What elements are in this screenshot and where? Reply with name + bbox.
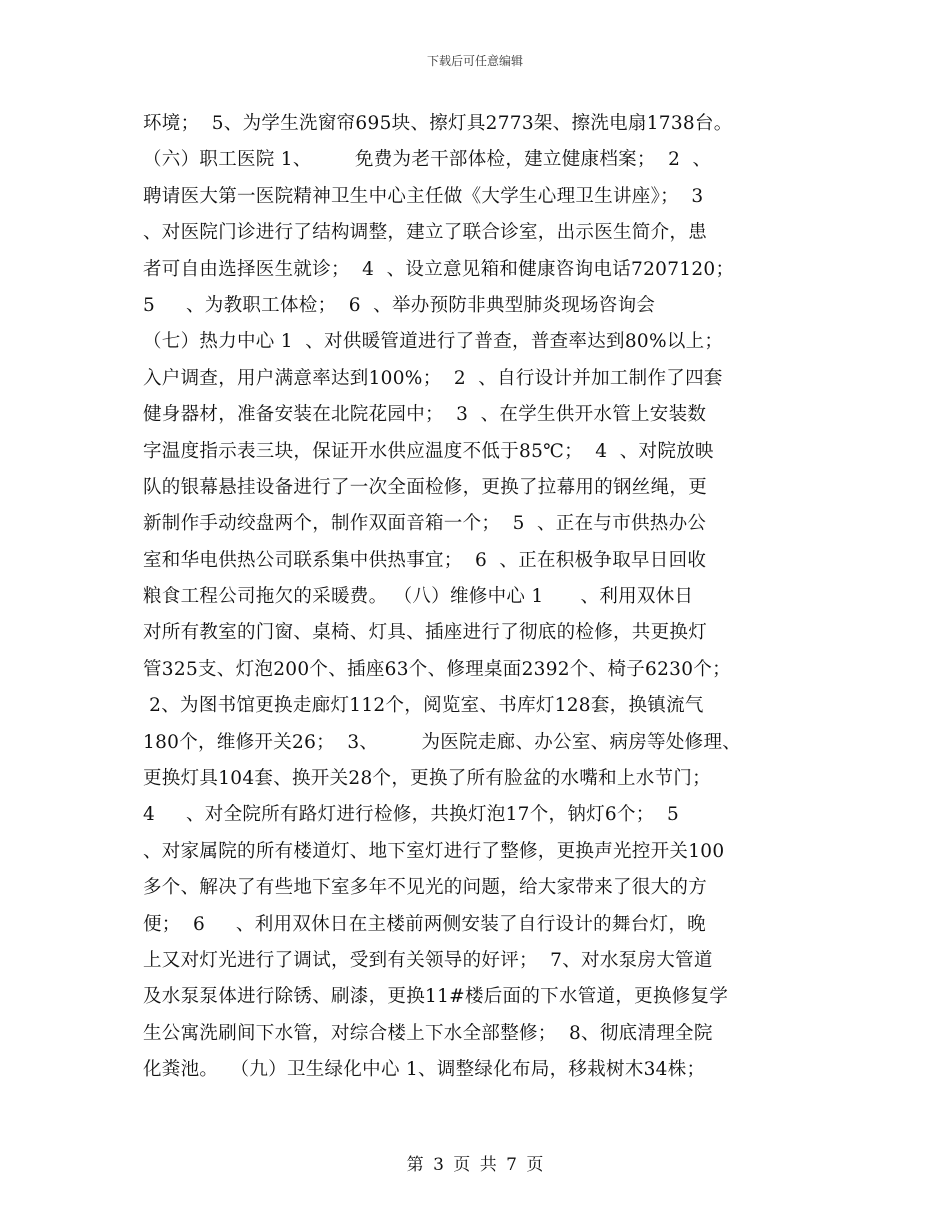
text-line: 室和华电供热公司联系集中供热事宜； 6 、正在积极争取早日回收: [143, 549, 707, 571]
text-line: 对所有教室的门窗、桌椅、灯具、插座进行了彻底的检修，共更换灯: [143, 622, 708, 644]
text-line: 4 、对全院所有路灯进行检修，共换灯泡17个，钠灯6个； 5: [143, 804, 680, 826]
text-line: 生公寓洗刷间下水管，对综合楼上下水全部整修； 8、彻底清理全院: [143, 1022, 713, 1044]
text-line: 者可自由选择医生就诊； 4 、设立意见箱和健康咨询电话7207120；: [143, 258, 735, 280]
text-line: 健身器材，准备安装在北院花园中； 3 、在学生供开水管上安装数: [143, 404, 707, 426]
text-line: 2、为图书馆更换走廊灯112个，阅览室、书库灯128套，换镇流气: [143, 695, 704, 717]
text-line: 上又对灯光进行了调试，受到有关领导的好评； 7、对水泵房大管道: [143, 949, 713, 971]
text-line: 更换灯具104套、换开关28个，更换了所有脸盆的水嘴和上水节门；: [143, 768, 711, 790]
text-line: （六）职工医院 1、 免费为老干部体检，建立健康档案； 2 、: [143, 149, 712, 171]
page-number-footer: 第 3 页 共 7 页: [406, 1155, 544, 1175]
document-body: [143, 106, 813, 1089]
text-line: 180个，维修开关26； 3、 为医院走廊、办公室、病房等处修理、: [143, 731, 742, 753]
text-line: 5 、为教职工体检； 6 、举办预防非典型肺炎现场咨询会: [143, 294, 656, 316]
text-line: 、对医院门诊进行了结构调整，建立了联合诊室，出示医生简介，患: [143, 222, 708, 244]
text-line: 便； 6 、利用双休日在主楼前两侧安装了自行设计的舞台灯，晚: [143, 913, 706, 935]
text-line: 字温度指示表三块，保证开水供应温度不低于85℃； 4 、对院放映: [143, 440, 714, 462]
text-line: （七）热力中心 1 、对供暖管道进行了普查，普查率达到80%以上；: [143, 331, 724, 353]
text-line: 入户调查，用户满意率达到100%； 2 、自行设计并加工制作了四套: [143, 367, 723, 389]
text-line: 及水泵泵体进行除锈、刷漆，更换11#楼后面的下水管道，更换修复学: [143, 986, 729, 1008]
text-line: 粮食工程公司拖欠的采暖费。 （八）维修中心 1 、利用双休日: [143, 586, 694, 608]
text-line: 聘请医大第一医院精神卫生中心主任做《大学生心理卫生讲座》； 3: [143, 185, 704, 207]
text-line: 新制作手动绞盘两个，制作双面音箱一个； 5 、正在与市供热办公: [143, 513, 707, 535]
text-line: 多个、解决了有些地下室多年不见光的问题，给大家带来了很大的方: [143, 877, 708, 899]
text-line: 、对家属院的所有楼道灯、地下室灯进行了整修，更换声光控开关100: [143, 840, 725, 862]
text-line: 管325支、灯泡200个、插座63个、修理桌面2392个、椅子6230个；: [143, 658, 731, 680]
text-line: 化粪池。 （九）卫生绿化中心 1、调整绿化布局，移栽树木34株；: [143, 1059, 706, 1081]
text-line: 队的银幕悬挂设备进行了一次全面检修，更换了拉幕用的钢丝绳，更: [143, 476, 708, 498]
text-line: 环境； 5、为学生洗窗帘695块、擦灯具2773架、擦洗电扇1738台。: [143, 113, 733, 134]
page-header: 下载后可任意编辑: [426, 54, 523, 68]
